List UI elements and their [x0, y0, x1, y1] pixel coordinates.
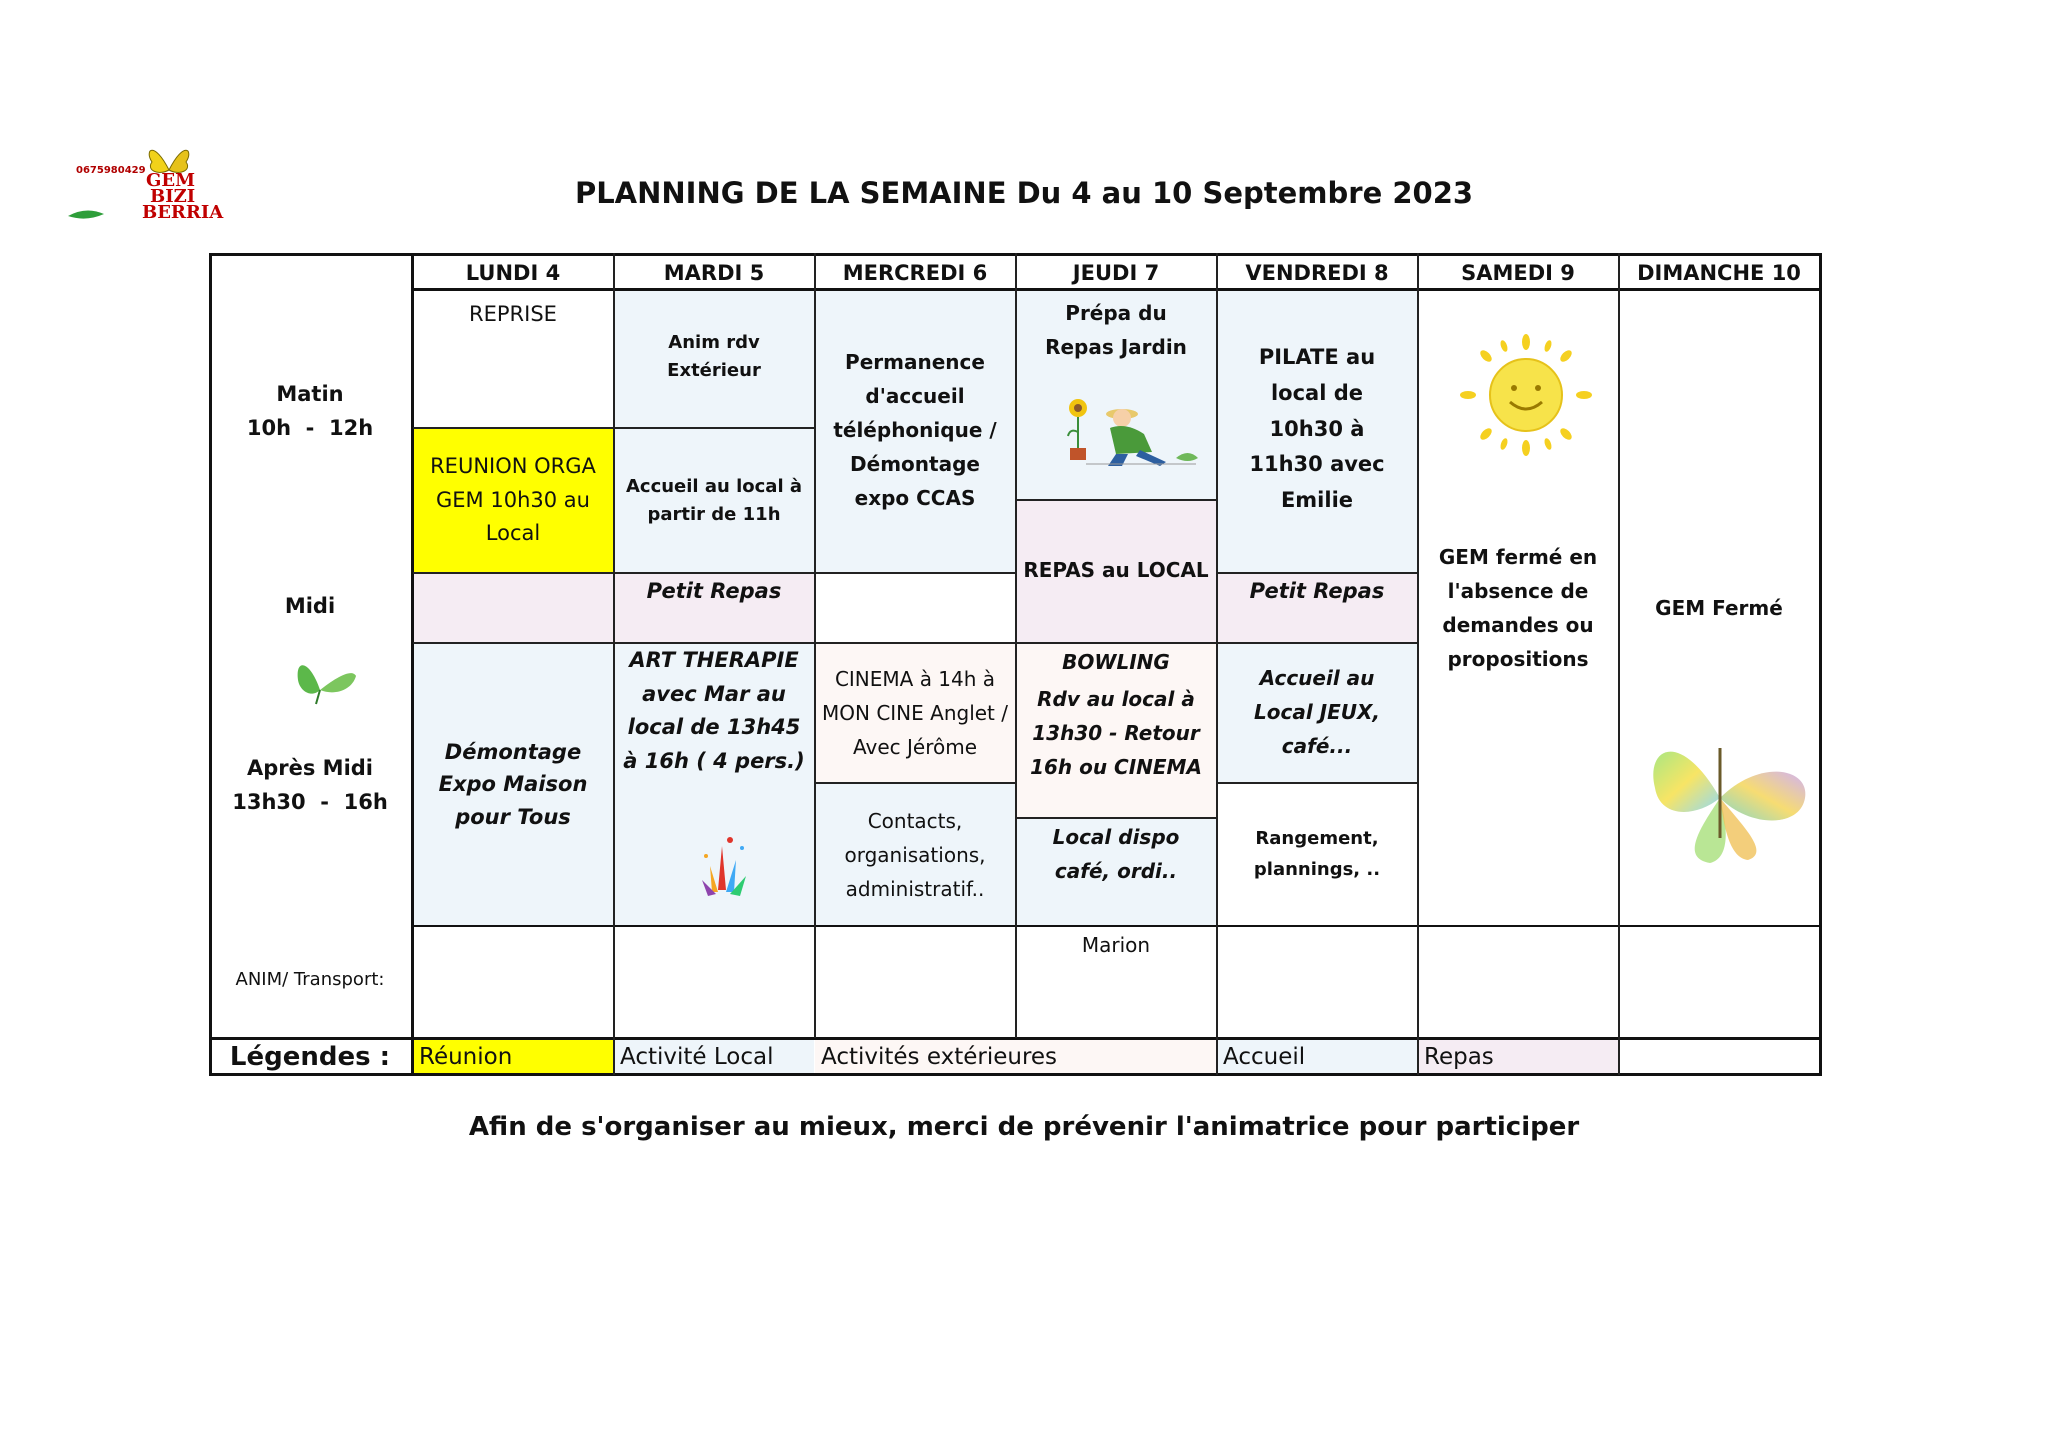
mercredi-cinema: CINEMA à 14h à MON CINE Anglet / Avec Jérôme	[822, 667, 1008, 759]
jeudi-anim: Marion	[1081, 933, 1151, 957]
logo-phone: 0675980429	[76, 165, 146, 176]
day-header-dimanche: DIMANCHE 10	[1637, 261, 1801, 285]
day-header-vendredi: VENDREDI 8	[1245, 261, 1389, 285]
row-label-apres-midi-hours: 13h30 - 16h	[232, 790, 388, 814]
day-header-mardi: MARDI 5	[663, 261, 765, 285]
row-label-apres-midi: Après Midi	[246, 756, 374, 780]
row-label-anim: ANIM/ Transport:	[235, 969, 385, 990]
logo-text-3: BERRIA	[142, 202, 224, 223]
page-title: PLANNING DE LA SEMAINE Du 4 au 10 Septembre 2023	[574, 176, 1474, 210]
mardi-accueil: Accueil au local à partir de 11h	[625, 475, 803, 525]
lundi-reprise: REPRISE	[469, 302, 557, 326]
legend-repas: Repas	[1424, 1043, 1494, 1070]
legend-label: Légendes :	[229, 1041, 391, 1072]
legend-activite-local: Activité Local	[620, 1043, 774, 1070]
mardi-anim-rdv: Anim rdv Extérieur	[667, 332, 761, 381]
mardi-art-therapie: ART THERAPIE avec Mar au local de 13h45 à 16h ( 4 pers.)	[623, 648, 805, 773]
mercredi-contacts: Contacts, organisations, administratif..	[844, 808, 986, 901]
vendredi-accueil: Accueil au Local JEUX, café...	[1253, 666, 1380, 758]
vendredi-rangement: Rangement, plannings, ..	[1253, 828, 1381, 880]
day-header-samedi: SAMEDI 9	[1461, 261, 1575, 285]
dimanche-ferme: GEM Fermé	[1655, 595, 1783, 620]
row-label-matin: Matin	[276, 382, 344, 406]
green-butterfly-icon	[290, 650, 360, 710]
jeudi-bowling: BOWLING	[1062, 649, 1170, 674]
samedi-ferme: GEM fermé en l'absence de demandes ou propositions	[1438, 544, 1598, 671]
day-header-mercredi: MERCREDI 6	[842, 261, 988, 285]
row-label-midi: Midi	[284, 594, 336, 618]
footer-note: Afin de s'organiser au mieux, merci de prévenir l'animatrice pour participer	[468, 1112, 1580, 1142]
day-header-jeudi: JEUDI 7	[1072, 261, 1160, 285]
lundi-reunion: REUNION ORGA GEM 10h30 au Local	[430, 454, 596, 546]
gardener-icon	[1056, 392, 1206, 472]
grid-right	[1819, 253, 1822, 1076]
jeudi-line-1	[1016, 499, 1216, 501]
colorful-butterfly-icon	[1640, 718, 1815, 868]
grid-left	[209, 253, 212, 1076]
legend-reunion: Réunion	[419, 1043, 513, 1070]
leaf-logo-icon	[66, 208, 106, 222]
jeudi-bowling-detail: Rdv au local à 13h30 - Retour 16h ou CINEMA	[1030, 687, 1202, 779]
jeudi-prepa: Prépa du Repas Jardin	[1045, 301, 1187, 359]
vendredi-line-2	[1217, 782, 1417, 784]
vendredi-petit-repas: Petit Repas	[1249, 578, 1385, 603]
jeudi-repas: REPAS au LOCAL	[1023, 557, 1209, 582]
grid-col-5	[1216, 253, 1218, 1075]
vendredi-pilate: PILATE au local de 10h30 à 11h30 avec Emilie	[1249, 345, 1385, 513]
mardi-petit-repas: Petit Repas	[646, 578, 782, 603]
day-header-lundi: LUNDI 4	[465, 261, 561, 285]
paint-splash-icon	[690, 826, 760, 904]
logo-text-1: GEM	[146, 170, 196, 191]
lundi-demontage: Démontage Expo Maison pour Tous	[438, 739, 588, 829]
row-label-matin-hours: 10h - 12h	[246, 416, 374, 440]
grid-bottom	[210, 1073, 1821, 1076]
legend-accueil: Accueil	[1223, 1043, 1306, 1070]
mercredi-permanence: Permanence d'accueil téléphonique / Démontage expo CCAS	[833, 349, 997, 510]
sun-icon	[1456, 330, 1596, 460]
lundi-repas-fill	[413, 573, 613, 643]
jeudi-local-dispo: Local dispo café, ordi..	[1052, 825, 1180, 883]
grid-col-6	[1417, 253, 1419, 1075]
grid-col-7	[1618, 253, 1620, 1075]
legend-activites-ext: Activités extérieures	[821, 1043, 1058, 1070]
logo-text-2: BIZI	[150, 186, 196, 207]
